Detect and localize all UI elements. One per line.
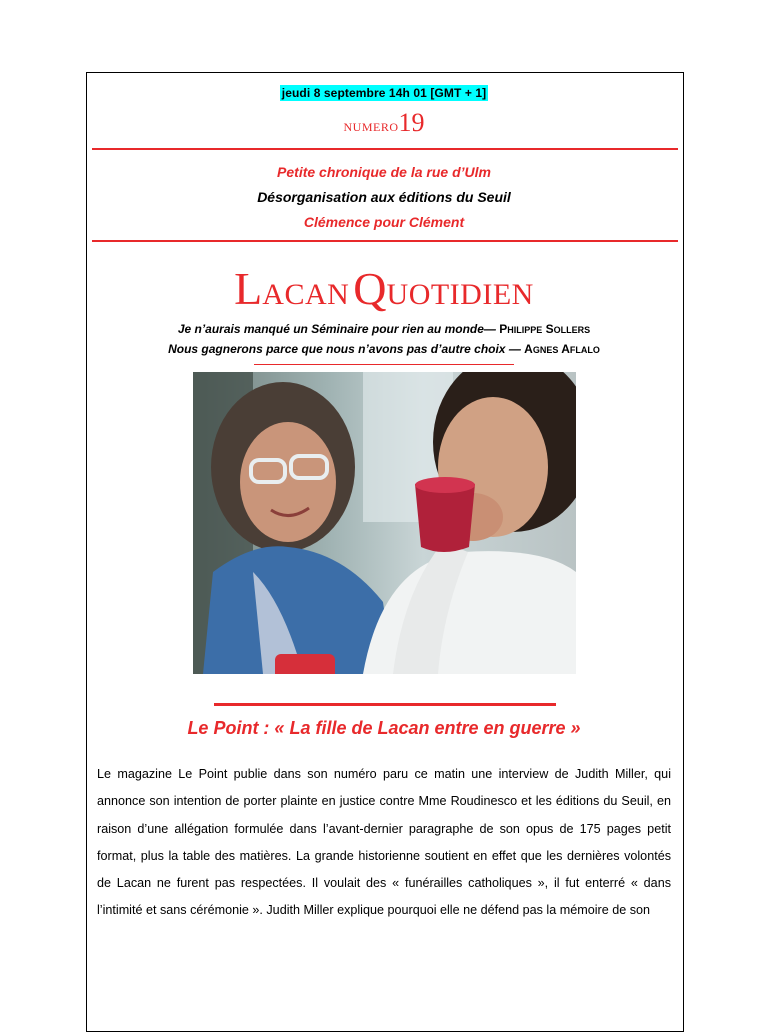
quote-aflalo [0,342,768,356]
masthead-word-acan: ACAN [262,278,350,311]
quote-author: PHILIPPE SOLLERS [499,322,591,336]
headline-2: Désorganisation aux éditions du Seuil [257,189,511,205]
headline-1: Petite chronique de la rue d’Ulm [277,164,491,180]
article-divider [214,703,556,706]
issue-number [0,108,768,138]
issue-number-value: 19 [398,108,425,137]
divider-top [92,148,678,150]
article-body: Le magazine Le Point publie dans son numéro paru ce matin une interview de Judith Miller, qui annonce son intention de porter plainte en justice contre Mme Roudinesco et les éditions du Seuil, en raison d’une allégation formulée dans l’avant-dernier paragraphe de son opus de 175 pages petit format, plus la table des matières. La grande historienne soutient en effet que les dernières volontés de Lacan ne furent pas respectées. Il voulait des « funérailles catholiques », il fut enterré « dans l’intimité et sans cérémonie ». Judith Miller explique pourquoi elle ne défend pas la mémoire de son [97,767,671,918]
quote-text: Je n’aurais manqué un Séminaire pour rien au monde— [177,322,496,336]
quote-author: AGNES AFLALO [524,342,600,356]
masthead-title [0,262,768,315]
divider-bottom [92,240,678,242]
photo-two-women-drinking [193,372,576,674]
masthead-initial-q: Q [353,263,387,314]
quote-underline [254,364,514,365]
issue-date [0,84,768,102]
quote-sollers [0,322,768,336]
masthead-word-uotidien: UOTIDIEN [386,278,534,311]
issue-number-label: NUMERO [343,120,399,134]
quote-text: Nous gagnerons parce que nous n’avons pas d’autre choix — [168,342,521,356]
issue-date-text: jeudi 8 septembre 14h 01 [GMT + 1] [281,86,487,100]
article-title: Le Point : « La fille de Lacan entre en guerre » [187,718,581,738]
headline-3: Clémence pour Clément [303,214,465,230]
masthead-initial-l: L [234,263,263,314]
